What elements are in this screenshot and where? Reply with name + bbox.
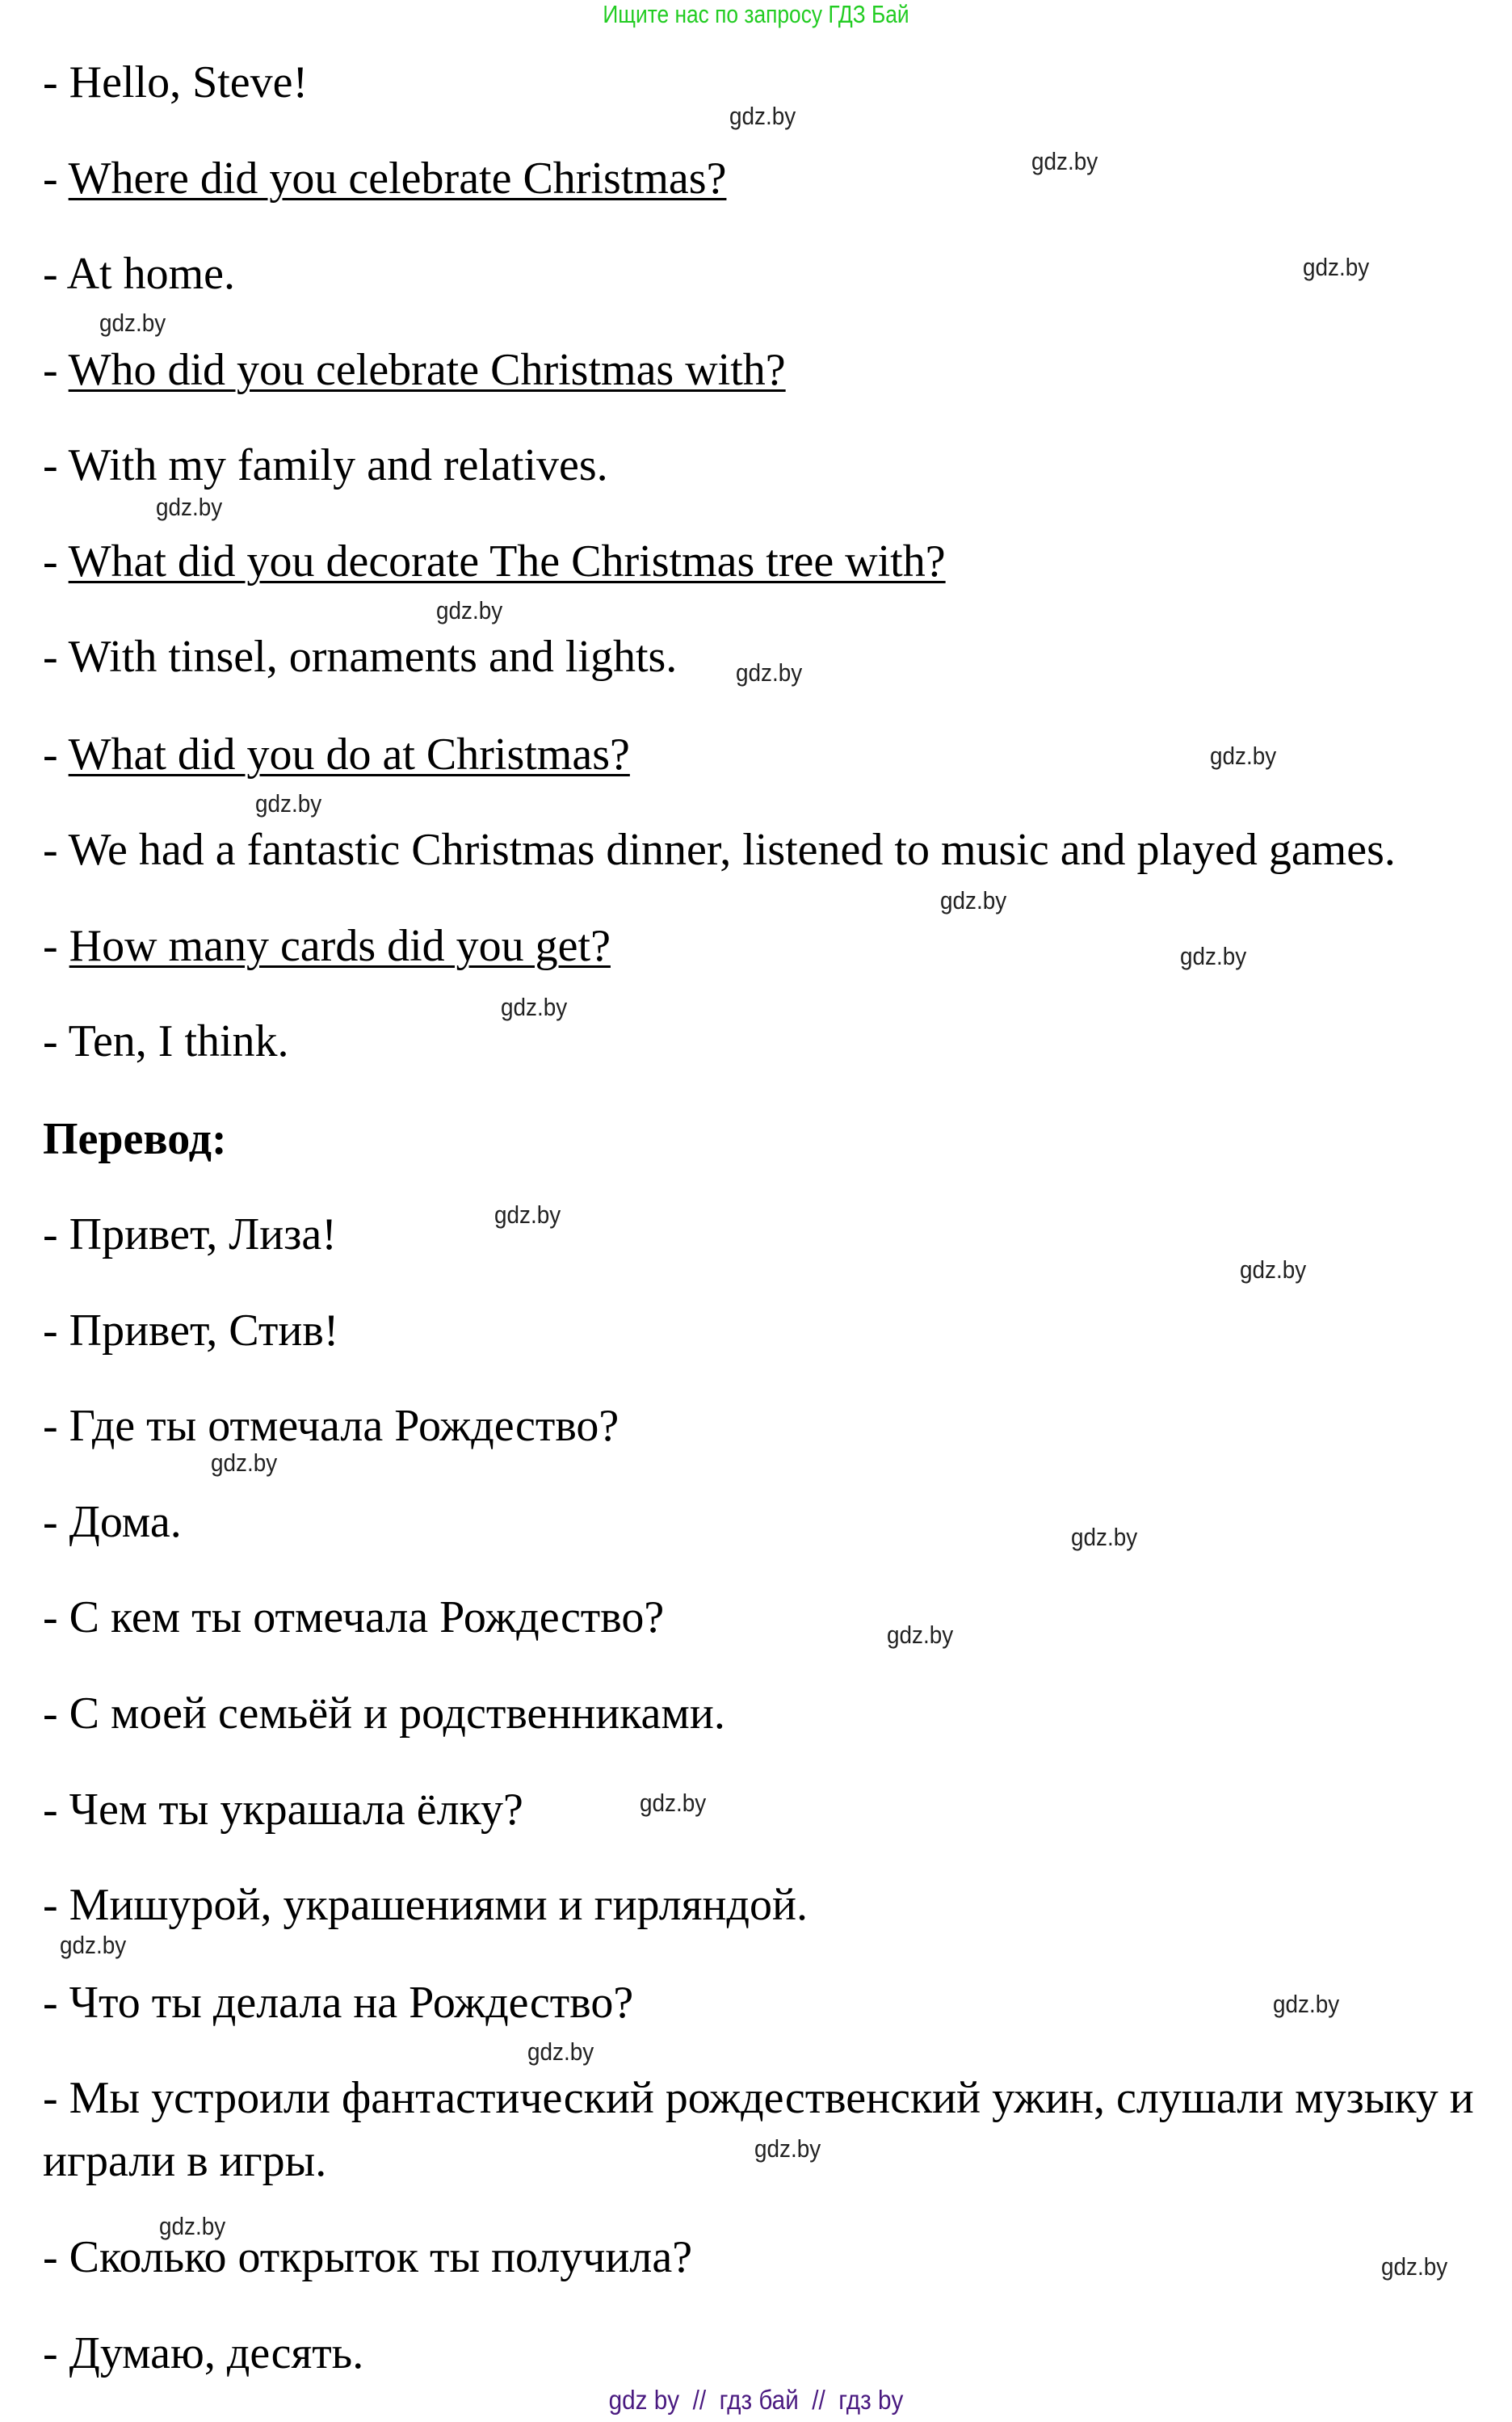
watermark: gdz.by — [1031, 147, 1098, 175]
watermark: gdz.by — [1210, 742, 1277, 770]
watermark: gdz.by — [729, 102, 796, 130]
watermark: gdz.by — [940, 886, 1007, 915]
translation-line: - Чем ты украшала ёлку? — [43, 1785, 523, 1835]
watermark: gdz.by — [60, 1931, 127, 1959]
watermark: gdz.by — [211, 1449, 278, 1477]
dialogue-line: - Hello, Steve! — [43, 57, 309, 107]
dialogue-question: - What did you do at Christmas? — [43, 730, 630, 780]
watermark: gdz.by — [1240, 1255, 1307, 1284]
translation-line: - Привет, Лиза! — [43, 1209, 337, 1259]
watermark: gdz.by — [527, 2037, 594, 2066]
dialogue-question: - Where did you celebrate Christmas? — [43, 153, 727, 204]
watermark: gdz.by — [1303, 253, 1370, 281]
translation-line: - Сколько открыток ты получила? — [43, 2232, 693, 2282]
watermark: gdz.by — [640, 1789, 707, 1817]
watermark: gdz.by — [156, 493, 223, 521]
watermark: gdz.by — [754, 2134, 821, 2163]
translation-line: - Мы устроили фантастический рождественский ужин, слушали музыку и играли в игры. — [43, 2073, 1474, 2186]
translation-line: - Дома. — [43, 1497, 182, 1547]
watermark: gdz.by — [736, 658, 803, 687]
watermark: gdz.by — [1381, 2252, 1448, 2281]
translation-line: - С моей семьёй и родственниками. — [43, 1688, 725, 1739]
watermark: gdz.by — [255, 789, 322, 818]
dialogue-question: - What did you decorate The Christmas tree with? — [43, 536, 946, 587]
dialogue-line: - At home. — [43, 249, 235, 299]
watermark: gdz.by — [494, 1200, 561, 1229]
dialogue-question: - How many cards did you get? — [43, 921, 611, 971]
watermark: gdz.by — [1071, 1523, 1138, 1551]
watermark: gdz.by — [1180, 942, 1247, 970]
watermark: gdz.by — [159, 2212, 226, 2240]
translation-line: - Где ты отмечала Рождество? — [43, 1401, 620, 1451]
translation-line: - Что ты делала на Рождество? — [43, 1978, 634, 2028]
translation-line: - Привет, Стив! — [43, 1306, 339, 1356]
translation-line: - С кем ты отмечала Рождество? — [43, 1592, 665, 1642]
dialogue-line: - With my family and relatives. — [43, 440, 608, 490]
watermark: gdz.by — [99, 309, 166, 337]
watermark: gdz.by — [887, 1621, 954, 1649]
dialogue-line: - With tinsel, ornaments and lights. — [43, 632, 678, 682]
translation-line: - Думаю, десять. — [43, 2328, 364, 2378]
search-banner: Ищите нас по запросу ГДЗ Бай — [603, 0, 909, 28]
dialogue-line: - Ten, I think. — [43, 1016, 289, 1066]
dialogue-question: - Who did you celebrate Christmas with? — [43, 345, 786, 395]
translation-heading: Перевод: — [43, 1114, 227, 1164]
watermark: gdz.by — [436, 596, 503, 624]
dialogue-line: - We had a fantastic Christmas dinner, listened to music and played games. — [43, 825, 1396, 875]
watermark: gdz.by — [1273, 1990, 1340, 2018]
watermark: gdz.by — [501, 993, 568, 1021]
translation-line: - Мишурой, украшениями и гирляндой. — [43, 1880, 808, 1930]
footer-links: gdz by // гдз бай // гдз by — [608, 2385, 904, 2415]
